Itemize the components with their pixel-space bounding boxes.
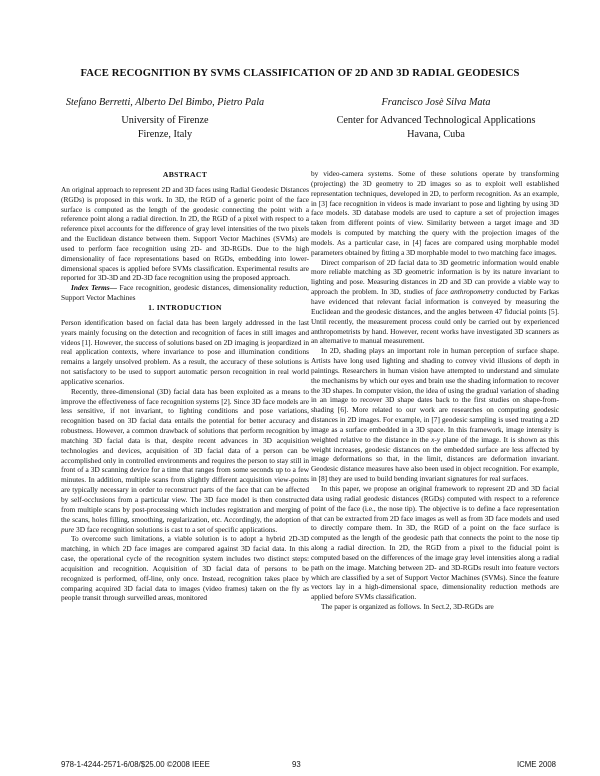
intro-paragraph-6-end: plane of the image. It is shown as this weight increases, geodesic distances on the embedded surface are less affected by image deformations so that, in the limit, distances are deformation invariant. Geodesic distance measures have also been used in object recognition. For example, in [8] they are used to build bending invariant signatures for real surfaces. [311, 434, 559, 484]
affiliation-right-location: Havana, Cuba [407, 129, 465, 140]
abstract-text: An original approach to represent 2D and 3D faces using Radial Geodesic Distances (RGDs) is proposed in this work. In 3D, the RGD of a generic point of the face surface is computed as the length of the geodesic connecting the point with a reference point along a radial direction. In 2D, the RGD of a pixel with respect to a reference pixel accounts for the difference of gray level intensities of the two pixels and the Euclidean distance between them. Support Vector Machines (SVMs) are used to perform face recognition using 2D- and 3D-RGDs. Due to the high dimensionality of face representations based on RGDs, embedding into lower-dimensional spaces is applied before SVMs classification. Experimental results are reported for 3D-3D and 2D-3D face recognition using the proposed approach. [61, 184, 309, 283]
affiliation-left-location: Firenze, Italy [137, 129, 193, 140]
intro-paragraph-2 [61, 387, 309, 535]
intro-paragraph-6-text: In 2D, shading plays an important role in human perception of surface shape. Artists have long used lighting and shading to convey vivid illusions of depth in paintings. Researchers in human vision have attempted to understand and simulate the mechanisms by which our eyes and brain use the shading information to recover the 3D shapes. In computer vision, the idea of using the gradual variation of shading in an image to recover 3D shape dates back to the first studies on shape-from-shading [6]. More related to our work are researches on computing geodesic distances in 2D images. For example, in [7] geodesic sampling is used treating a 2D image as a surface embedded in a 3D space. In this framework, image intensity is weighted relative to the distance in the [311, 346, 559, 444]
intro-paragraph-2-end: 3D face recognition solutions is cast to a set of specific applications. [74, 524, 278, 534]
intro-paragraph-5-emphasis: face anthropometry [435, 287, 494, 297]
intro-paragraph-5 [311, 258, 559, 347]
footer-copyright: 978-1-4244-2571-6/08/$25.00 ©2008 IEEE [61, 760, 210, 769]
intro-paragraph-7: In this paper, we propose an original framework to represent 2D and 3D facial data using radial geodesic distances (RGDs) computed with respect to a reference point of the face (i.e., the nose tip). The objective is to define a face representation that can be extracted from 2D face images as well as from 3D face models and used to directly compare them. In 3D, the RGD of a point on the face surface is computed as the length of the geodesic path that connects the point to the nose tip along a radial direction. In 2D, the RGD from a pixel to the fiducial point is computed based on the differences of the image gray level intensities along a radial path on the image. Matching between 2D- and 3D-RGDs result into feature vectors which are classified by a set of Support Vector Machines (SVMs). Since the feature vectors lay in a high-dimensional space, dimensionality reduction methods are applied before SVMs classification. [311, 484, 559, 602]
index-terms-text: Face recognition, geodesic distances, dimensionality reduction, Support Vector Machines [61, 283, 309, 303]
affiliation-left-institution: University of Firenze [121, 114, 209, 126]
authors-left: Stefano Berretti, Alberto Del Bimbo, Pietro Pala [65, 97, 265, 108]
left-column [61, 170, 309, 603]
authors-right: Francisco Josè Silva Mata [381, 97, 491, 108]
intro-paragraph-2-emphasis: pure [61, 524, 75, 534]
page-number: 93 [292, 760, 301, 769]
intro-paragraph-6-emphasis: x-y [431, 434, 441, 444]
intro-paragraph-1: Person identification based on facial data has been largely addressed in the last years mainly focusing on the detection and recognition of faces in still images and videos [1]. However, the success of solutions based on 2D imaging is jeopardized in real application contexts, where invariance to pose and illumination conditions remains a largely unsolved problem. As a result, the accuracy of these solutions is not satisfactory to be used to support automatic person recognition in real world applicative scenarios. [61, 317, 309, 386]
intro-paragraph-4: by video-camera systems. Some of these solutions operate by transforming (projecting) the 3D geometry to 2D images so as to exploit well established representation techniques, developed in 2D, to perform recognition. As an example, in [3] face recognition in videos is made invariant to pose and lighting by using 3D face models. 3D database models are used to capture a set of projection images taken from different points of view. Similarity between a target image and 3D models is computed by matching the query with the projection images of the models. As a particular case, in [4] faces are compared using morphable model parameters obtained by fitting a 3D morphable model to two matching face images. [311, 169, 559, 257]
affiliation-left [40, 96, 290, 143]
index-terms [61, 283, 309, 303]
index-terms-label: Index Terms— [71, 283, 117, 293]
affiliation-right [300, 96, 572, 143]
intro-paragraph-5-end: conducted by Farkas have evidenced that relevant facial information is conveyed by measuring the Euclidean and the geodesic distances, and the angles between 47 fiducial points [5]. Until recently, the measurement process could only be carried out by experienced anthropometrists by hand. However, recent works have investigated 3D scanners as an alternative to manual measurement. [311, 287, 559, 346]
intro-paragraph-6 [311, 346, 559, 484]
intro-paragraph-2-text: Recently, three-dimensional (3D) facial data has been exploited as a means to improve the effectiveness of face recognition systems [2]. Since 3D face models are less sensitive, if not invariant, to lighting conditions and pose variations, recognition based on 3D facial data entails the potential for better accuracy and robustness. However, a common drawback of solutions that perform recognition by matching 3D facial data is that, despite recent advances in 3D acquisition technologies and devices, acquisition of 3D facial data of a person can be accomplished only in controlled environments and requires the person to stay still in front of a 3D scanning device for a time that ranges from some seconds up to a few minutes. In addition, multiple scans from slightly different acquisition view-points are typically necessary in order to reconstruct parts of the face that can be affected by self-occlusions from a particular view. The 3D face model is then constructed from multiple scans by post-processing which includes registration and merging of the scans, holes filling, smoothing, regularization, etc. Accordingly, the adoption of [61, 386, 310, 524]
introduction-heading: 1. INTRODUCTION [148, 302, 222, 312]
footer-venue: ICME 2008 [517, 760, 557, 769]
paper-title: FACE RECOGNITION BY SVMS CLASSIFICATION OF 2D AND 3D RADIAL GEODESICS [80, 68, 520, 79]
affiliation-right-institution: Center for Advanced Technological Applications [336, 114, 536, 126]
abstract-heading: ABSTRACT [162, 170, 208, 179]
intro-paragraph-5-text: Direct comparison of 2D facial data to 3D geometric information would enable more reliable matching as 3D geometric information is by its nature invariant to lighting and pose. Measuring distances in 2D and 3D can provide a viable way to approach the problem. In 3D, studies of [311, 257, 559, 297]
abstract [61, 185, 309, 283]
intro-paragraph-3: To overcome such limitations, a viable solution is to adopt a hybrid 2D-3D matching, in which 2D face images are compared against 3D facial data. In this case, the operational cycle of the recognition system includes two distinct steps: acquisition and recognition. Acquisition of 3D facial data of persons to be recognized is performed, off-line, only once. Instead, recognition takes place by comparing acquired 3D facial data to images (video frames) taken on the fly as people transit through surveilled areas, monitored [61, 534, 309, 603]
right-column [311, 169, 559, 612]
intro-paragraph-8: The paper is organized as follows. In Sect.2, 3D-RGDs are [321, 602, 494, 612]
